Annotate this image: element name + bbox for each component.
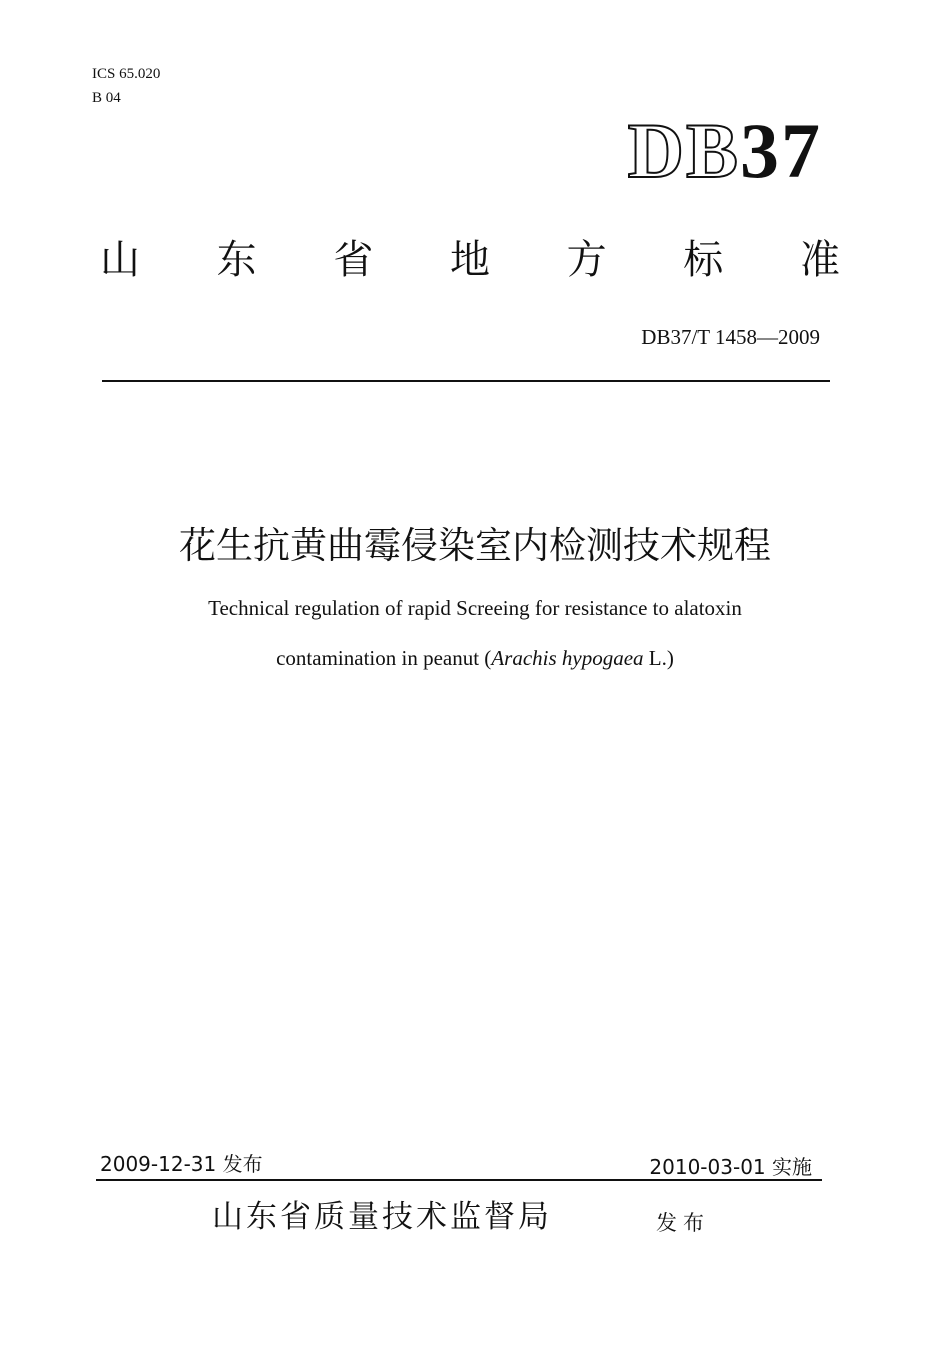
ics-code: ICS 65.020 [92, 66, 161, 82]
standard-type-char: 地 [449, 237, 490, 283]
standard-number: DB37/T 1458—2009 [641, 325, 820, 349]
issue-verb: 发布 [656, 1211, 710, 1235]
standard-type-char: 山 [100, 237, 140, 283]
title-chinese: 花生抗黄曲霉侵染室内检测技术规程 [179, 524, 771, 567]
db-logo-outline-text: DB [627, 107, 740, 194]
implementation-date: 2010-03-01 实施 [649, 1155, 812, 1179]
header-divider [102, 380, 830, 382]
title-english-line1: Technical regulation of rapid Screeing for resistance to alatoxin [208, 596, 742, 620]
issuing-authority: 山东省质量技术监督局 [212, 1199, 552, 1235]
standard-type-char: 省 [333, 237, 374, 283]
standard-type-heading [100, 237, 840, 283]
db37-logo [627, 107, 822, 194]
standard-type-char: 准 [799, 237, 840, 283]
db-logo-number: 37 [740, 107, 822, 194]
classification-codes [92, 62, 160, 110]
title-english-line2-suffix: L.) [643, 646, 674, 670]
footer-divider [96, 1179, 822, 1181]
standard-type-char: 方 [566, 237, 607, 283]
title-english-line2 [0, 646, 950, 671]
standard-type-char: 东 [216, 237, 257, 283]
species-name: Arachis hypogaea [491, 646, 644, 670]
standard-type-char: 标 [683, 237, 724, 283]
issue-date: 2009-12-31 发布 [100, 1152, 263, 1176]
title-english-line2-prefix: contamination in peanut ( [276, 646, 492, 670]
ccs-code: B 04 [92, 90, 121, 106]
